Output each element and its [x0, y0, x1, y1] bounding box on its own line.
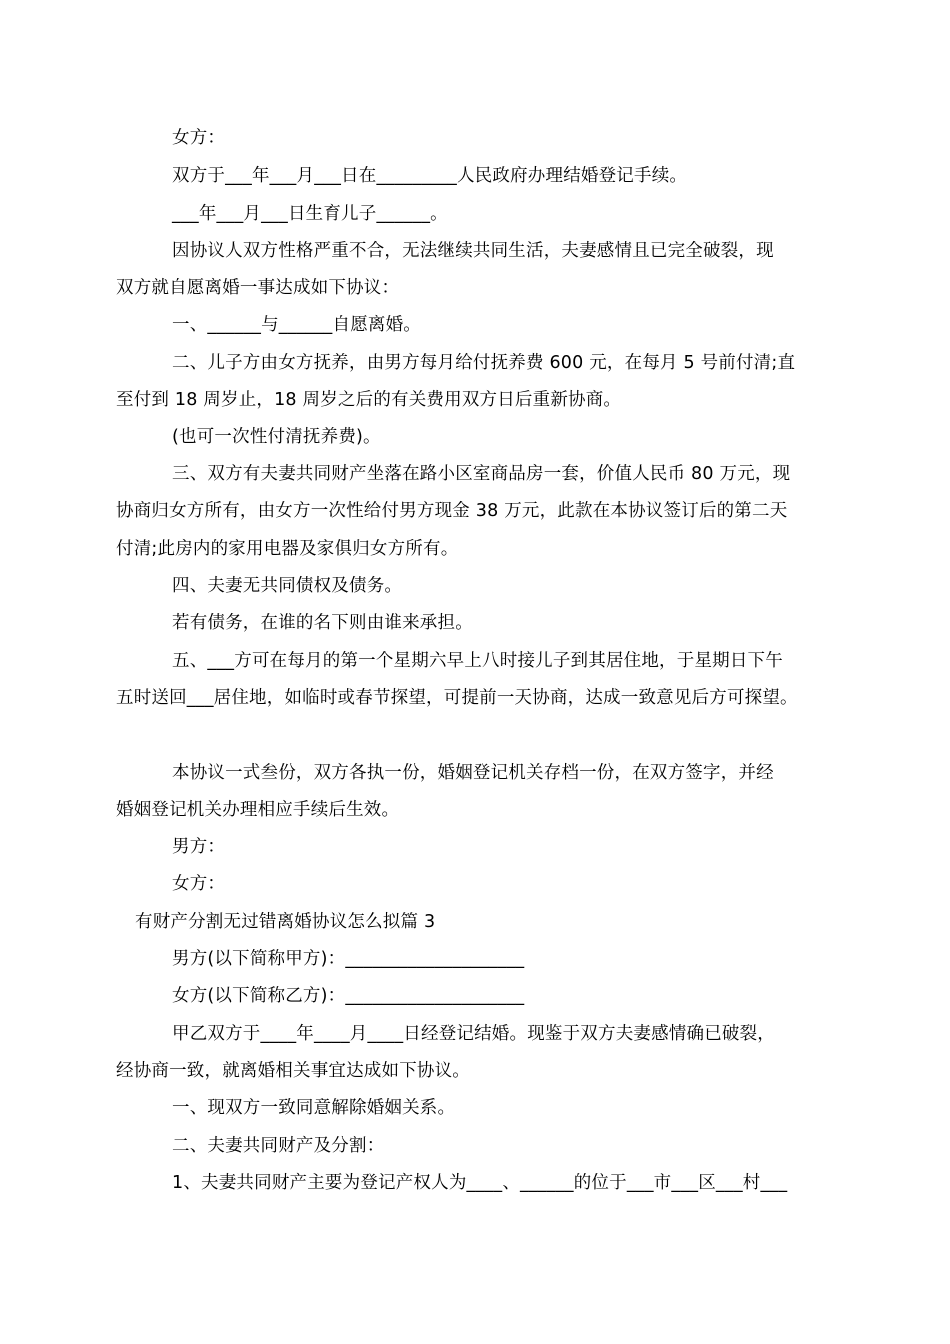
male-signature-label: 男方： [172, 837, 226, 857]
female-signature-label: 女方： [172, 874, 226, 894]
clause-two: 二、夫妻共同财产及分割： [172, 1136, 385, 1156]
clause-two: 二、儿子方由女方抚养，由男方每月给付抚养费 600 元，在每月 5 号前付清;直 [172, 353, 796, 373]
son-birth-line: ___年___月___日生育儿子______。 [172, 204, 448, 224]
clause-five: 五、___方可在每月的第一个星期六早上八时接儿子到其居住地，于星期日下午 [172, 651, 783, 671]
clause-one: 一、现双方一致同意解除婚姻关系。 [172, 1098, 456, 1118]
clause-four: 四、夫妻无共同债权及债务。 [172, 576, 403, 596]
paragraph-line: 至付到 18 周岁止，18 周岁之后的有关费用双方日后重新协商。 [116, 390, 622, 410]
female-party-label: 女方： [172, 128, 226, 148]
party-b-line: 女方(以下简称乙方)：____________________ [172, 986, 525, 1006]
paragraph-line: 甲乙双方于____年____月____日经登记结婚。现鉴于双方夫妻感情确已破裂， [172, 1024, 775, 1044]
property-item-one: 1、夫妻共同财产主要为登记产权人为____、______的位于___市___区___村___ [172, 1173, 788, 1193]
paragraph-line: 因协议人双方性格严重不合，无法继续共同生活，夫妻感情且已完全破裂，现 [172, 241, 774, 261]
clause-one: 一、______与______自愿离婚。 [172, 315, 421, 335]
paragraph-line: 婚姻登记机关办理相应手续后生效。 [116, 800, 400, 820]
marriage-registration-line: 双方于___年___月___日在_________人民政府办理结婚登记手续。 [172, 166, 688, 186]
party-a-line: 男方(以下简称甲方)：____________________ [172, 949, 525, 969]
paragraph-line: 双方就自愿离婚一事达成如下协议： [116, 278, 400, 298]
parenthetical-note: (也可一次性付清抚养费)。 [172, 427, 381, 447]
clause-three: 三、双方有夫妻共同财产坐落在路小区室商品房一套，价值人民币 80 万元，现 [172, 464, 791, 484]
agreement-copies-line: 本协议一式叁份，双方各执一份，婚姻登记机关存档一份，在双方签字，并经 [172, 763, 774, 783]
paragraph-line: 协商归女方所有，由女方一次性给付男方现金 38 万元，此款在本协议签订后的第二天 [116, 501, 788, 521]
paragraph-line: 若有债务，在谁的名下则由谁来承担。 [172, 613, 473, 633]
paragraph-line: 付清;此房内的家用电器及家俱归女方所有。 [116, 539, 459, 559]
paragraph-line: 经协商一致，就离婚相关事宜达成如下协议。 [116, 1061, 470, 1081]
paragraph-line: 五时送回___居住地，如临时或春节探望，可提前一天协商，达成一致意见后方可探望。 [116, 688, 798, 708]
section-heading: 有财产分割无过错离婚协议怎么拟篇 3 [135, 912, 436, 932]
